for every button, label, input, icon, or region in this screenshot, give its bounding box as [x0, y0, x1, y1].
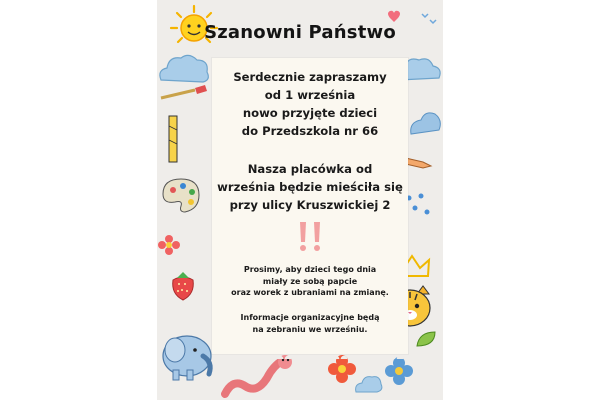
text-line: do Przedszkola nr 66 — [241, 124, 379, 138]
strawberry-icon — [169, 270, 197, 302]
double-exclamation-icon — [295, 220, 325, 254]
paintbrush-icon — [159, 80, 209, 104]
page-title: Szanowni Państwo — [204, 22, 396, 43]
text-line: miały ze sobą papcie — [262, 276, 358, 286]
text-line: września będzie mieściła się — [217, 180, 403, 194]
request-text — [212, 264, 408, 299]
address-text — [212, 160, 408, 214]
text-line: nowo przyjęte dzieci — [242, 106, 378, 120]
text-line: Prosimy, aby dzieci tego dnia — [243, 265, 377, 274]
worm-icon — [221, 352, 301, 400]
text-line: na zebraniu we wrześniu. — [252, 324, 368, 334]
text-line: przy ulicy Kruszwickiej 2 — [229, 198, 391, 212]
poster — [157, 0, 443, 400]
info-text — [212, 312, 408, 335]
flower-icon-blue — [383, 356, 415, 386]
elephant-icon — [157, 326, 217, 382]
leaf-icon — [415, 330, 437, 348]
cloud-icon-bottom — [353, 372, 383, 396]
flower-icon — [157, 234, 181, 256]
palette-icon — [161, 176, 203, 216]
note-card — [212, 58, 408, 354]
text-line: od 1 września — [264, 88, 356, 102]
invitation-text — [212, 68, 408, 140]
cloud-swirl-icon — [407, 100, 443, 140]
tree-icon — [159, 110, 189, 166]
text-line: Nasza placówka od — [247, 162, 373, 176]
text-line: Serdecznie zapraszamy — [233, 70, 387, 84]
text-line: oraz worek z ubraniami na zmianę. — [231, 288, 389, 297]
text-line: Informacje organizacyjne będą — [240, 313, 380, 322]
